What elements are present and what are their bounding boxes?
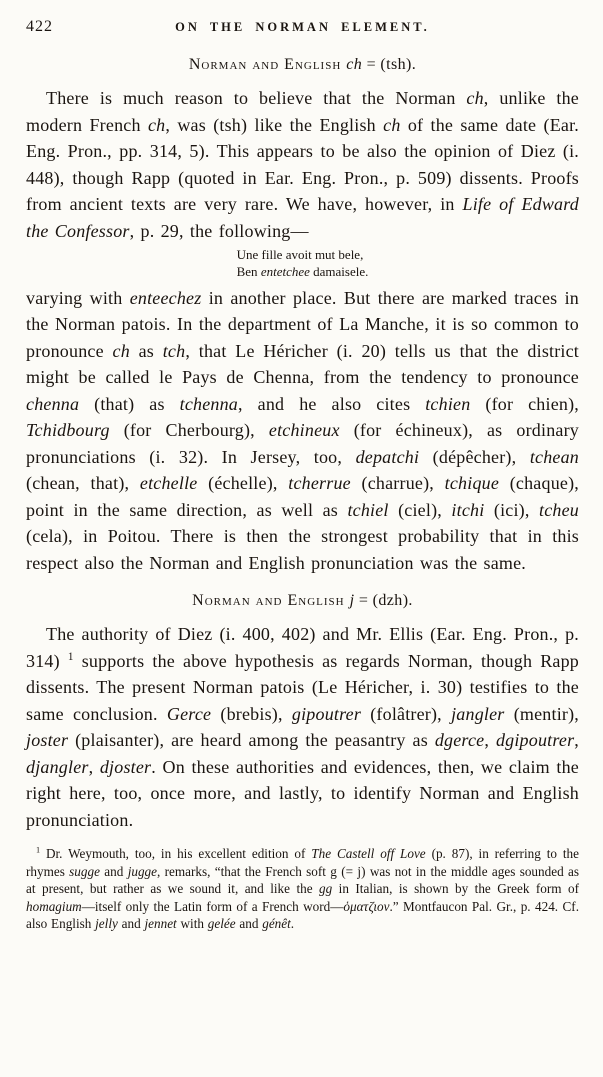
page-number: 422 [26,18,53,35]
verse-quote [26,247,579,281]
verse-line-1: Une fille avoit mut bele, [236,247,364,262]
verse-line-2: Ben entetchee damaisele. [236,263,369,279]
footnote: $^1$ Dr. Weymouth, too, in his excellent edition of The Castell off Love (p. 87), in referring to the rhymes sugge and jugge, remarks, “that the French soft g (= j) was not in the middle ages sounded as at present, but rather as we sound it, and like the gg in Italian, is shown by the Greek form of homagium—itself only the Latin form of a French word—ὁματζιον.” Montfaucon Pal. Gr., p. 424. Cf. also English jelly and jennet with gelée and génêt. [26,845,579,932]
verse-block [237,247,369,280]
page-header [26,18,579,40]
section-heading-j: Norman and English j = (dzh). [192,592,413,609]
section-heading-ch: Norman and English ch = (tsh). [188,56,417,73]
paragraph-ch-continued: varying with enteechez in another place. But there are marked traces in the Norman patois. In the department of La Manche, it is so common to pronounce ch as tch, that Le Héricher (i. 20) tells us that the district might be called le Pays de Chenna, from the tendency to pronounce chenna (that) as tchenna, and he also cites tchien (for chien), Tchidbourg (for Cherbourg), etchineux (for échineux), as ordinary pronunciations (i. 32). In Jersey, too, depatchi (dépêcher), tchean (chean, that), etchelle (échelle), tcherrue (charrue), tchique (chaque), point in the same direction, as well as tchiel (ciel), itchi (ici), tcheu (cela), in Poitou. There is then the strongest probability that in this respect also the Norman and English pronunciation was the same. [26,287,580,573]
running-head: ON THE NORMAN ELEMENT. [175,20,430,34]
paragraph-j: The authority of Diez (i. 400, 402) and Mr. Ellis (Ear. Eng. Pron., p. 314) $^1$ supports the above hypothesis as regards Norman, though Rapp dissents. The present Norman patois (Le Héricher, i. 30) testifies to the same conclusion. Gerce (brebis), gipoutrer (folâtrer), jangler (mentir), joster (plaisanter), are heard among the peasantry as dgerce, dgipoutrer, djangler, djoster. On these authorities and evidences, then, we claim the right here, too, once more, and lastly, to identify Norman and English pronunciation. [26,624,579,830]
paragraph-ch-intro: There is much reason to believe that the Norman ch, unlike the modern French ch, was (tsh) like the English ch of the same date (Ear. Eng. Pron., pp. 314, 5). This appears to be also the opinion of Diez (i. 448), though Rapp (quoted in Ear. Eng. Pron., p. 509) dissents. Proofs from ancient texts are very rare. We have, however, in Life of Edward the Confessor, p. 29, the following— [26,88,579,241]
